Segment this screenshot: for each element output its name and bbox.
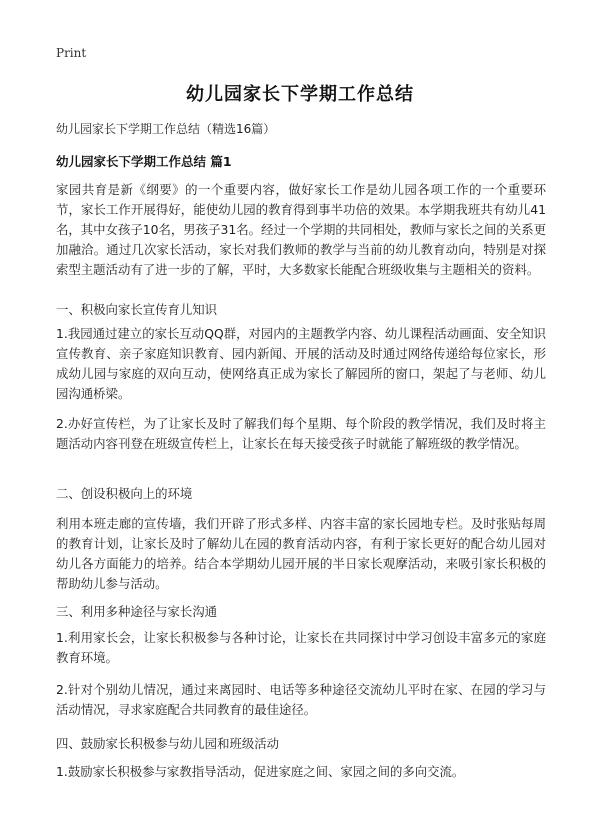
paragraph-4: 1.利用家长会，让家长积极参与各种讨论，让家长在共同探讨中学习创设丰富多元的家庭教育环境。: [56, 630, 546, 665]
section-heading-2: 二、创设积极向上的环境: [56, 486, 193, 501]
paragraph-2: 2.办好宣传栏，为了让家长及时了解我们每个星期、每个阶段的教学情况，我们及时将主题活动内容刊登在班级宣传栏上，让家长在每天接受孩子时就能了解班级的教学情况。: [56, 416, 546, 451]
print-link[interactable]: Print: [56, 46, 87, 60]
article-heading: 幼儿园家长下学期工作总结 篇1: [56, 154, 232, 169]
document-subtitle: 幼儿园家长下学期工作总结（精选16篇）: [56, 122, 276, 136]
intro-paragraph: 家园共育是新《纲要》的一个重要内容，做好家长工作是幼儿园各项工作的一个重要环节，家长工作开展得好，能使幼儿园的教育得到事半功倍的效果。本学期我班共有幼儿41名，其中女孩子10名，男孩子31名。经过一个学期的共同相处，教师与家长之间的关系更加融洽。通过几次家长活动，家长对我们教师的教学与当前的幼儿教育动向，特别是对探索型主题活动有了进一步的了解，平时，大多数家长能配合班级收集与主题相关的资料。: [56, 182, 546, 277]
paragraph-1: 1.我园通过建立的家长互动QQ群，对园内的主题教学内容、幼儿课程活动画面、安全知识宣传教育、亲子家庭知识教育、园内新闻、开展的活动及时通过网络传递给每位家长，形成幼儿园与家庭的双向互动，使网络真正成为家长了解园所的窗口，架起了与老师、幼儿园沟通桥梁。: [56, 326, 546, 401]
document-title: 幼儿园家长下学期工作总结: [186, 84, 414, 105]
paragraph-3: 利用本班走廊的宣传墙，我们开辟了形式多样、内容丰富的家长园地专栏。及时张贴每周的教育计划，让家长及时了解幼儿在园的教育活动内容，有利于家长更好的配合幼儿园对幼儿各方面能力的培养。结合本学期幼儿园开展的半日家长观摩活动，来吸引家长积极的帮助幼儿参与活动。: [56, 516, 546, 591]
section-heading-3: 三、利用多种途径与家长沟通: [56, 604, 218, 619]
paragraph-6: 1.鼓励家长积极参与家教指导活动，促进家庭之间、家园之间的多向交流。: [56, 764, 465, 779]
section-heading-4: 四、鼓励家长积极参与幼儿园和班级活动: [56, 736, 280, 751]
section-heading-1: 一、积极向家长宣传育儿知识: [56, 302, 218, 317]
paragraph-5: 2.针对个别幼儿情况，通过来离园时、电话等多种途径交流幼儿平时在家、在园的学习与活动情况，寻求家庭配合共同教育的最佳途径。: [56, 682, 546, 717]
